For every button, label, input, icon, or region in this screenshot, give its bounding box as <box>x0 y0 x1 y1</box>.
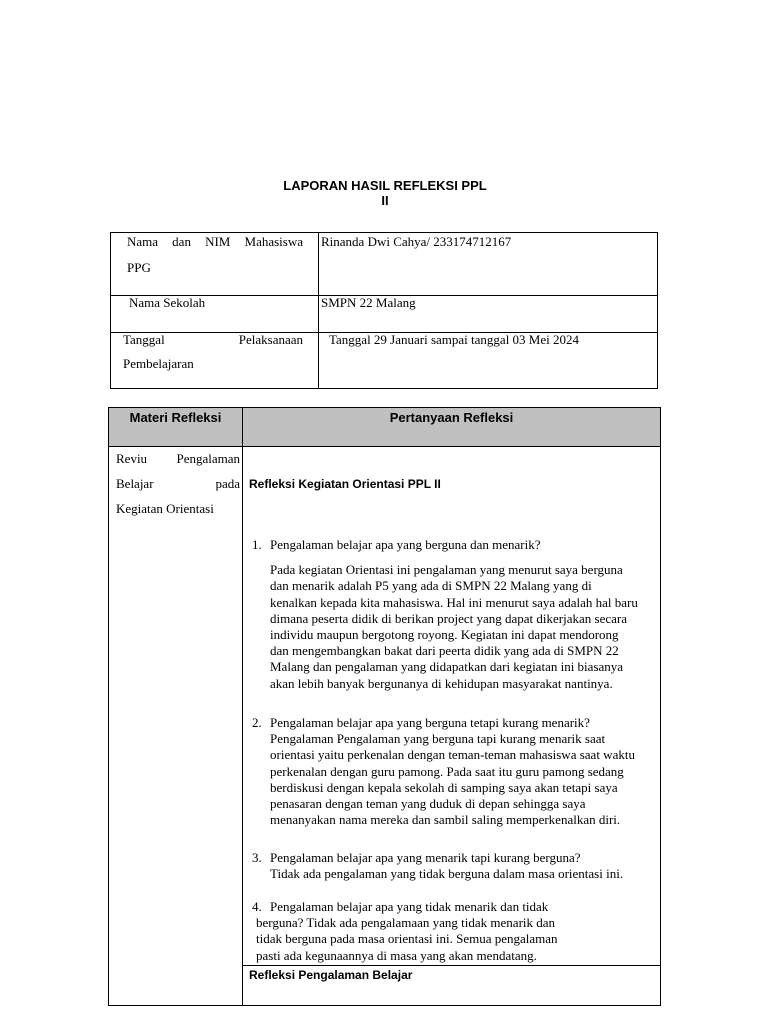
question-text: Pengalaman belajar apa yang tidak menarik dan tidak <box>270 899 549 914</box>
materi-line: Belajar pada <box>116 476 240 491</box>
header-materi-refleksi: Materi Refleksi <box>129 410 222 425</box>
title-line-1: LAPORAN HASIL REFLEKSI PPL <box>283 178 487 193</box>
question-number: 1. <box>252 537 262 552</box>
question-item-1 <box>252 537 662 692</box>
answer-line: dimana peserta didik di berikan project yang dapat dikerjakan secara <box>270 610 627 626</box>
document-title <box>200 178 570 208</box>
section-separator <box>243 965 660 966</box>
answer-line: orientasi yaitu perkenalan dengan teman-teman mahasiswa saat waktu <box>270 747 635 763</box>
answer-line: berguna? Tidak ada pengalamaan yang tidak menarik dan <box>256 915 556 931</box>
title-line-2: II <box>381 193 389 208</box>
answer-line: Pada kegiatan Orientasi ini pengalaman yang menurut saya berguna <box>270 562 623 578</box>
answer-line: Tidak ada pengalaman yang tidak berguna dalam masa orientasi ini. <box>270 866 624 882</box>
question-item-4 <box>252 899 652 964</box>
answer-line: individu maupun bergotong royong. Kegiatan ini dapat mendorong <box>270 627 619 643</box>
answer-line: Pengalaman Pengalaman yang berguna tapi kurang menarik saat <box>270 731 606 747</box>
question-number: 4. <box>252 899 262 914</box>
question-item-3 <box>252 850 662 882</box>
answer-text <box>252 866 662 882</box>
answer-line: penasaran dengan teman yang duduk di depan sehingga saya <box>270 796 586 812</box>
question-number: 3. <box>252 850 262 865</box>
question-item-2 <box>252 715 662 828</box>
materi-line: Reviu Pengalaman <box>116 451 240 466</box>
reflection-table <box>108 407 661 1006</box>
answer-line: dan mengembangkan bakat dari peerta didik yang ada di SMPN 22 <box>270 643 619 659</box>
student-name-label <box>127 230 303 280</box>
info-table <box>110 232 658 389</box>
question-text: Pengalaman belajar apa yang berguna tetapi kurang menarik? <box>270 715 590 730</box>
student-name-label-line2: PPG <box>127 260 151 275</box>
student-name-value: Rinanda Dwi Cahya/ 233174712167 <box>321 234 512 249</box>
implementation-date-label <box>123 328 303 376</box>
answer-text <box>252 562 662 692</box>
answer-text <box>252 915 652 964</box>
answer-line: menanyakan nama mereka dan sambil saling memperkenalkan diri. <box>270 812 621 828</box>
section-title-pengalaman: Refleksi Pengalaman Belajar <box>249 968 413 982</box>
question-text: Pengalaman belajar apa yang menarik tapi kurang berguna? <box>270 850 581 865</box>
answer-line: tidak berguna pada masa orientasi ini. Semua pengalaman <box>256 931 558 947</box>
answer-line: perkenalan dengan guru pamong. Pada saat itu guru pamong sedang <box>270 763 624 779</box>
info-table-divider <box>318 233 319 388</box>
answer-line: dan menarik adalah P5 yang ada di SMPN 22 Malang yang di <box>270 578 592 594</box>
school-name-label: Nama Sekolah <box>129 295 206 310</box>
answer-line: kenalkan kepada kita mahasiswa. Hal ini menurut saya adalah hal baru <box>270 594 638 610</box>
student-name-label-line1: Nama dan NIM Mahasiswa <box>127 234 303 249</box>
answer-line: Malang dan pengalaman yang didapatkan dari kegiatan ini biasanya <box>270 659 624 675</box>
answer-line: berdiskusi dengan kepala sekolah di samping saya akan tetapi saya <box>270 779 618 795</box>
header-pertanyaan-refleksi: Pertanyaan Refleksi <box>389 410 514 425</box>
question-number: 2. <box>252 715 262 730</box>
reflection-table-divider <box>242 408 243 1005</box>
implementation-date-label-line1: Tanggal Pelaksanaan <box>123 332 303 347</box>
materi-cell-text <box>116 446 240 521</box>
materi-line: Kegiatan Orientasi <box>116 501 214 516</box>
question-text: Pengalaman belajar apa yang berguna dan menarik? <box>270 537 541 552</box>
school-name-value: SMPN 22 Malang <box>321 295 416 310</box>
section-title-orientasi: Refleksi Kegiatan Orientasi PPL II <box>249 477 441 491</box>
answer-line: akan lebih banyak bergunanya di kehidupan masyarakat nantinya. <box>270 675 613 691</box>
answer-text <box>252 731 662 828</box>
answer-line: pasti ada kegunaannya di masa yang akan mendatang. <box>256 947 537 963</box>
implementation-date-label-line2: Pembelajaran <box>123 356 194 371</box>
implementation-date-value: Tanggal 29 Januari sampai tanggal 03 Mei 2024 <box>329 332 580 347</box>
